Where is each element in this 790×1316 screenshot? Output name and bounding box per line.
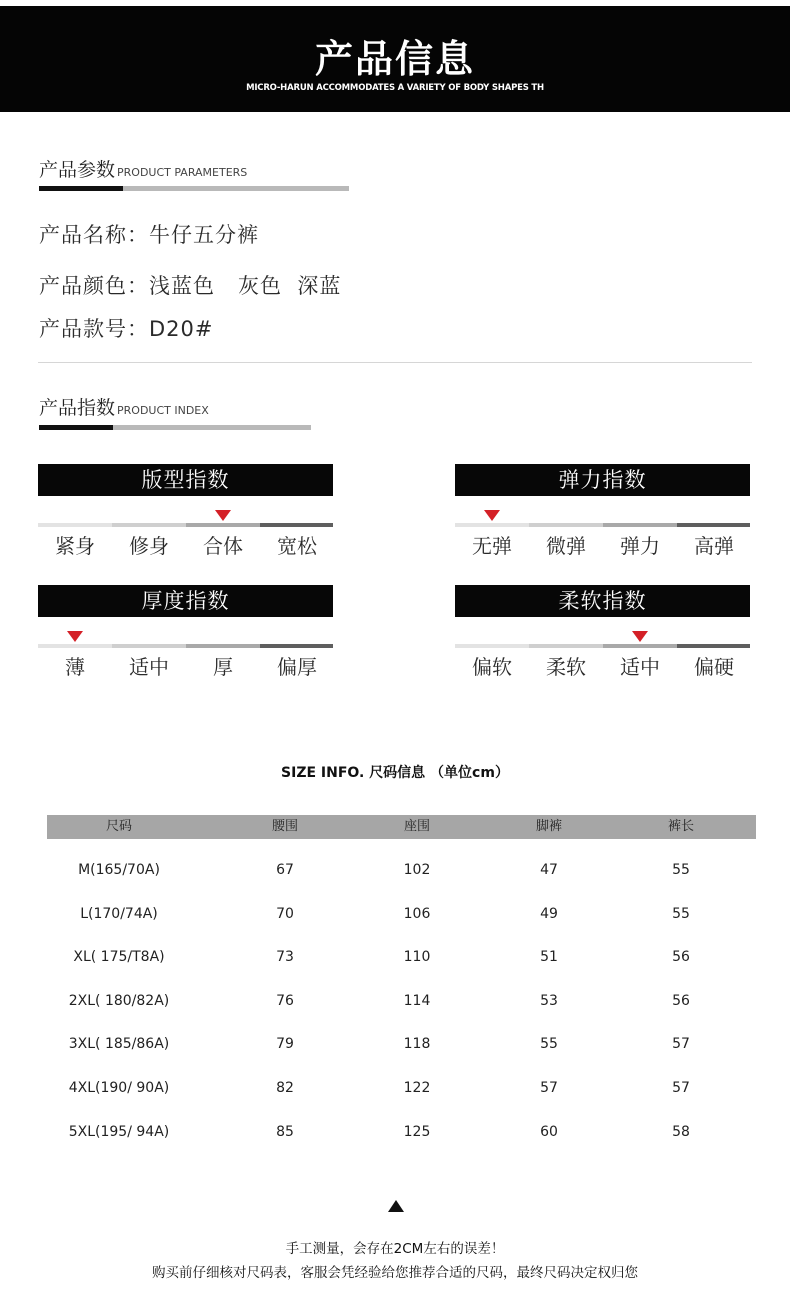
table-cell: 47 xyxy=(540,862,558,878)
index-block-fit xyxy=(38,464,333,584)
table-row xyxy=(47,1078,756,1102)
params-heading-zh: 产品参数 xyxy=(39,159,116,181)
product-name: 产品名称：牛仔五分裤 xyxy=(39,223,259,247)
size-info-title: SIZE INFO. 尺码信息 （单位cm） xyxy=(281,765,509,781)
scale-segment xyxy=(112,523,186,527)
table-cell: M(165/70A) xyxy=(78,862,160,878)
page-subtitle: MICRO-HARUN ACCOMMODATES A VARIETY OF BODY SHAPES TH xyxy=(246,83,544,93)
scale-segment xyxy=(260,644,333,648)
table-row xyxy=(47,860,756,884)
table-cell: 118 xyxy=(403,1036,431,1052)
table-row xyxy=(47,904,756,928)
table-cell: 122 xyxy=(403,1080,431,1096)
table-cell: 57 xyxy=(540,1080,558,1096)
level-label: 无弹 xyxy=(472,534,512,558)
column-header: 座围 xyxy=(403,819,430,834)
level-label: 柔软 xyxy=(546,655,586,679)
level-label: 偏厚 xyxy=(277,655,317,679)
index-title: 厚度指数 xyxy=(38,585,333,617)
params-heading xyxy=(39,155,247,182)
table-cell: 102 xyxy=(403,862,431,878)
column-header: 腰围 xyxy=(271,819,298,834)
table-cell: 55 xyxy=(540,1036,558,1052)
scale-segment xyxy=(603,644,677,648)
table-cell: 73 xyxy=(276,949,294,965)
table-cell: 110 xyxy=(403,949,431,965)
selected-marker-icon xyxy=(632,631,648,642)
table-cell: L(170/74A) xyxy=(80,906,158,922)
scale-segment xyxy=(677,523,750,527)
scale-segment xyxy=(186,523,260,527)
params-heading-en: PRODUCT PARAMETERS xyxy=(117,166,248,179)
scale-segment xyxy=(38,644,112,648)
column-header: 裤长 xyxy=(667,819,694,834)
purchase-note: 购买前仔细核对尺码表，客服会凭经验给您推荐合适的尺码，最终尺码决定权归您 xyxy=(152,1265,638,1281)
table-cell: 53 xyxy=(540,993,558,1009)
table-cell: 56 xyxy=(672,949,690,965)
table-cell: 106 xyxy=(403,906,431,922)
scale-segment xyxy=(112,644,186,648)
measurement-note: 手工测量，会存在2CM左右的误差！ xyxy=(285,1241,505,1257)
table-cell: 5XL(195/ 94A) xyxy=(68,1124,170,1140)
size-table-header xyxy=(47,815,756,839)
index-block-thickness xyxy=(38,585,333,705)
level-label: 合体 xyxy=(203,534,243,558)
level-label: 修身 xyxy=(129,534,169,558)
table-cell: 57 xyxy=(672,1036,690,1052)
table-cell: 67 xyxy=(276,862,294,878)
table-cell: 114 xyxy=(403,993,431,1009)
scale-segment xyxy=(455,523,529,527)
level-label: 偏硬 xyxy=(694,655,734,679)
column-header: 尺码 xyxy=(105,819,132,834)
level-label: 高弹 xyxy=(694,534,734,558)
table-cell: 4XL(190/ 90A) xyxy=(68,1080,170,1096)
table-cell: 56 xyxy=(672,993,690,1009)
level-label: 适中 xyxy=(620,655,660,679)
table-row xyxy=(47,1034,756,1058)
scale-segment xyxy=(529,523,603,527)
divider xyxy=(38,362,752,363)
table-cell: 79 xyxy=(276,1036,294,1052)
index-underline-accent xyxy=(39,425,113,430)
level-label: 微弹 xyxy=(546,534,586,558)
product-colors: 产品颜色：浅蓝色 灰色 深蓝 xyxy=(39,274,342,298)
level-label: 适中 xyxy=(129,655,169,679)
table-cell: 55 xyxy=(672,862,690,878)
index-title: 柔软指数 xyxy=(455,585,750,617)
size-table-body xyxy=(47,860,756,1150)
page-title: 产品信息 xyxy=(314,37,475,81)
scale-segment xyxy=(38,523,112,527)
table-cell: 125 xyxy=(403,1124,431,1140)
index-title: 版型指数 xyxy=(38,464,333,496)
table-cell: 58 xyxy=(672,1124,690,1140)
index-heading-en: PRODUCT INDEX xyxy=(117,404,209,417)
selected-marker-icon xyxy=(484,510,500,521)
level-label: 厚 xyxy=(213,655,233,679)
table-cell: 51 xyxy=(540,949,558,965)
table-cell: 55 xyxy=(672,906,690,922)
level-label: 偏软 xyxy=(472,655,512,679)
table-row xyxy=(47,947,756,971)
table-row xyxy=(47,991,756,1015)
selected-marker-icon xyxy=(215,510,231,521)
scale-segment xyxy=(260,523,333,527)
index-title: 弹力指数 xyxy=(455,464,750,496)
up-triangle-icon xyxy=(388,1200,404,1212)
table-cell: 2XL( 180/82A) xyxy=(68,993,170,1009)
index-block-softness xyxy=(455,585,750,705)
level-label: 紧身 xyxy=(55,534,95,558)
table-cell: 70 xyxy=(276,906,294,922)
params-underline-accent xyxy=(39,186,123,191)
scale-segment xyxy=(603,523,677,527)
level-label: 弹力 xyxy=(620,534,660,558)
table-row xyxy=(47,1122,756,1146)
scale-segment xyxy=(455,644,529,648)
level-label: 薄 xyxy=(65,655,85,679)
index-heading xyxy=(39,393,209,420)
index-heading-zh: 产品指数 xyxy=(39,397,116,419)
product-model: 产品款号：D20# xyxy=(39,317,214,341)
level-label: 宽松 xyxy=(277,534,317,558)
scale-segment xyxy=(677,644,750,648)
table-cell: 60 xyxy=(540,1124,558,1140)
column-header: 脚裤 xyxy=(535,819,562,834)
selected-marker-icon xyxy=(67,631,83,642)
scale-segment xyxy=(529,644,603,648)
table-cell: 76 xyxy=(276,993,294,1009)
index-block-elasticity xyxy=(455,464,750,584)
scale-segment xyxy=(186,644,260,648)
table-cell: 3XL( 185/86A) xyxy=(68,1036,170,1052)
table-cell: 82 xyxy=(276,1080,294,1096)
table-cell: 49 xyxy=(540,906,558,922)
table-cell: 85 xyxy=(276,1124,294,1140)
table-cell: 57 xyxy=(672,1080,690,1096)
header-banner xyxy=(0,6,790,112)
table-cell: XL( 175/T8A) xyxy=(73,949,165,965)
